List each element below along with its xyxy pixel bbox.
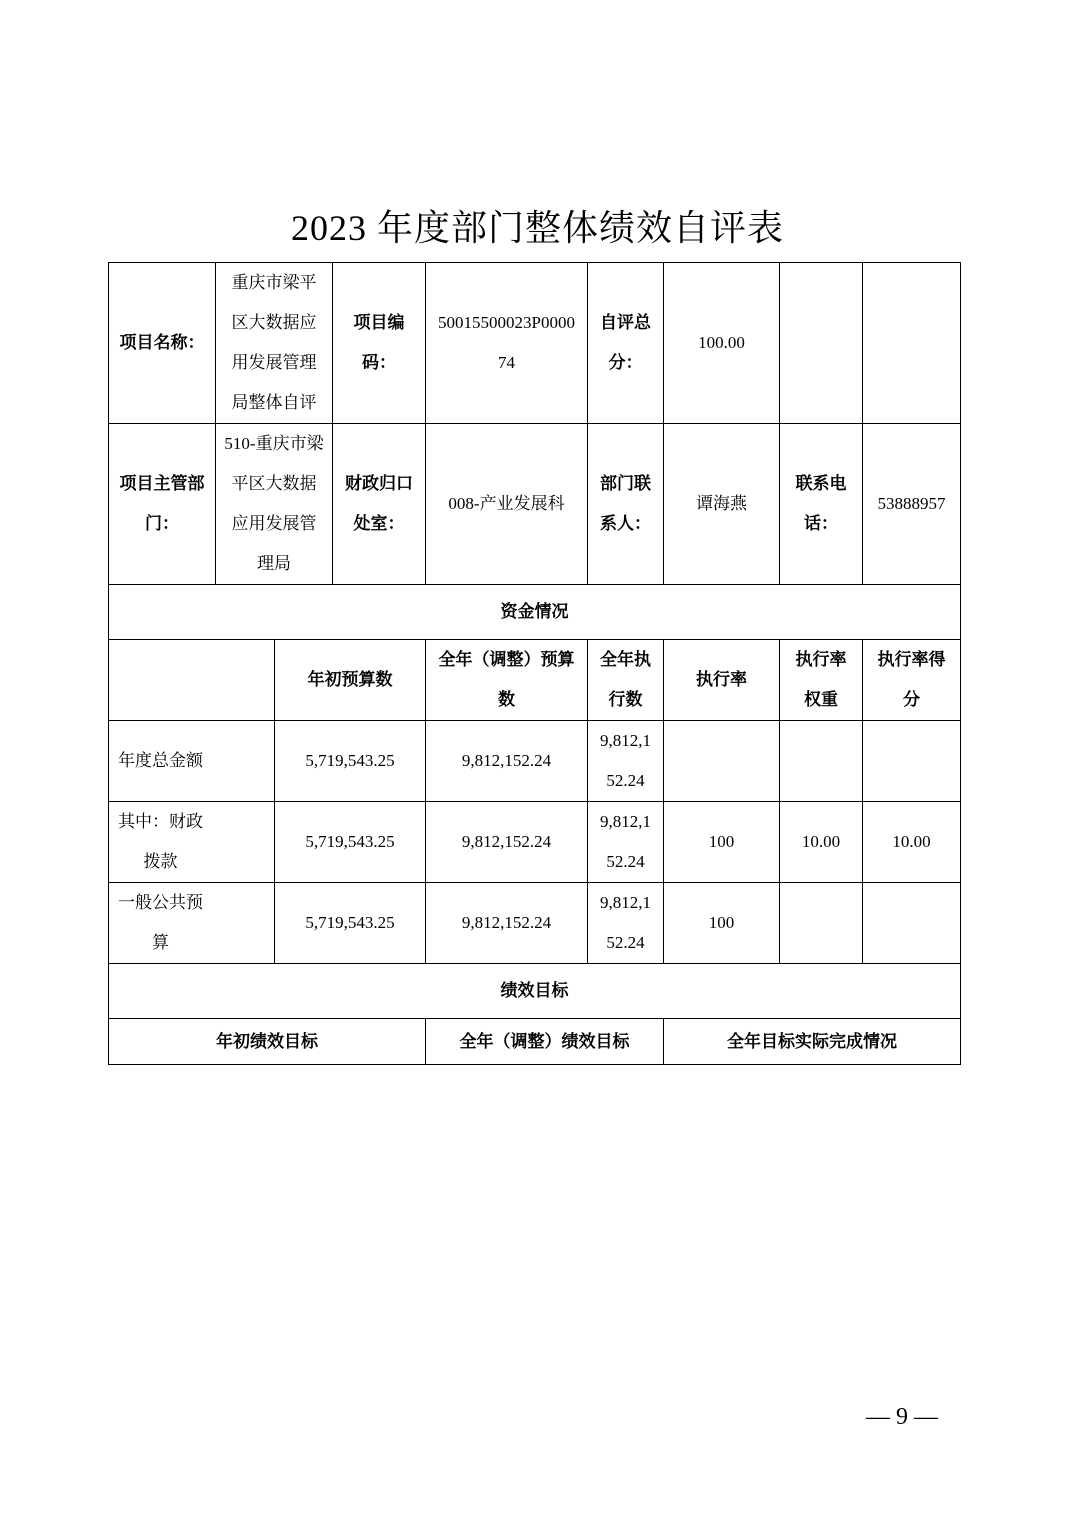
- funds-section-title: 资金情况: [109, 585, 961, 640]
- project-name-value: 重庆市梁平区大数据应用发展管理局整体自评: [216, 263, 333, 424]
- header-initial-goals: 年初绩效目标: [109, 1019, 426, 1065]
- goals-section-row: [109, 964, 961, 1019]
- score-label: 自评总分：: [588, 263, 664, 424]
- row-executed: 9,812,152.24: [588, 883, 664, 964]
- header-executed: 全年执行数: [588, 640, 664, 721]
- row-executed: 9,812,152.24: [588, 802, 664, 883]
- row-rate: 100: [664, 883, 780, 964]
- row-rate: [664, 721, 780, 802]
- row-initial: 5,719,543.25: [275, 802, 426, 883]
- project-code-label: 项目编码：: [333, 263, 426, 424]
- empty-cell: [863, 263, 961, 424]
- row-score: [863, 883, 961, 964]
- page-title: 2023 年度部门整体绩效自评表: [290, 208, 784, 248]
- row-weight: [780, 721, 863, 802]
- project-code-value: 50015500023P000074: [426, 263, 588, 424]
- row-rate: 100: [664, 802, 780, 883]
- header-rate-score: 执行率得分: [863, 640, 961, 721]
- funds-header-row: [109, 640, 961, 721]
- row-label: 其中：财政拨款: [109, 802, 275, 883]
- row-label: 年度总金额: [109, 721, 275, 802]
- row-weight: 10.00: [780, 802, 863, 883]
- office-value: 008-产业发展科: [426, 424, 588, 585]
- goals-section-title: 绩效目标: [109, 964, 961, 1019]
- project-name-row: [109, 263, 961, 424]
- header-rate: 执行率: [664, 640, 780, 721]
- row-initial: 5,719,543.25: [275, 721, 426, 802]
- row-weight: [780, 883, 863, 964]
- project-name-label: 项目名称：: [109, 263, 216, 424]
- office-label: 财政归口处室：: [333, 424, 426, 585]
- row-adjusted: 9,812,152.24: [426, 883, 588, 964]
- row-adjusted: 9,812,152.24: [426, 721, 588, 802]
- header-weight: 执行率权重: [780, 640, 863, 721]
- performance-table: [108, 262, 961, 1065]
- department-row: [109, 424, 961, 585]
- row-adjusted: 9,812,152.24: [426, 802, 588, 883]
- goals-header-row: [109, 1019, 961, 1065]
- row-score: [863, 721, 961, 802]
- contact-label: 部门联系人：: [588, 424, 664, 585]
- table-row: [109, 802, 961, 883]
- header-initial-budget: 年初预算数: [275, 640, 426, 721]
- row-label: 一般公共预算: [109, 883, 275, 964]
- dept-label: 项目主管部门：: [109, 424, 216, 585]
- row-executed: 9,812,152.24: [588, 721, 664, 802]
- row-initial: 5,719,543.25: [275, 883, 426, 964]
- funds-header-blank: [109, 640, 275, 721]
- empty-cell: [780, 263, 863, 424]
- header-actual-completion: 全年目标实际完成情况: [664, 1019, 961, 1065]
- header-adjusted-budget: 全年（调整）预算数: [426, 640, 588, 721]
- table-row: [109, 721, 961, 802]
- header-adjusted-goals: 全年（调整）绩效目标: [426, 1019, 664, 1065]
- table-row: [109, 883, 961, 964]
- phone-value: 53888957: [863, 424, 961, 585]
- funds-section-row: [109, 585, 961, 640]
- row-score: 10.00: [863, 802, 961, 883]
- dept-value: 510-重庆市梁平区大数据应用发展管理局: [216, 424, 333, 585]
- page-number: — 9 —: [866, 1404, 938, 1430]
- score-value: 100.00: [664, 263, 780, 424]
- contact-value: 谭海燕: [664, 424, 780, 585]
- phone-label: 联系电话：: [780, 424, 863, 585]
